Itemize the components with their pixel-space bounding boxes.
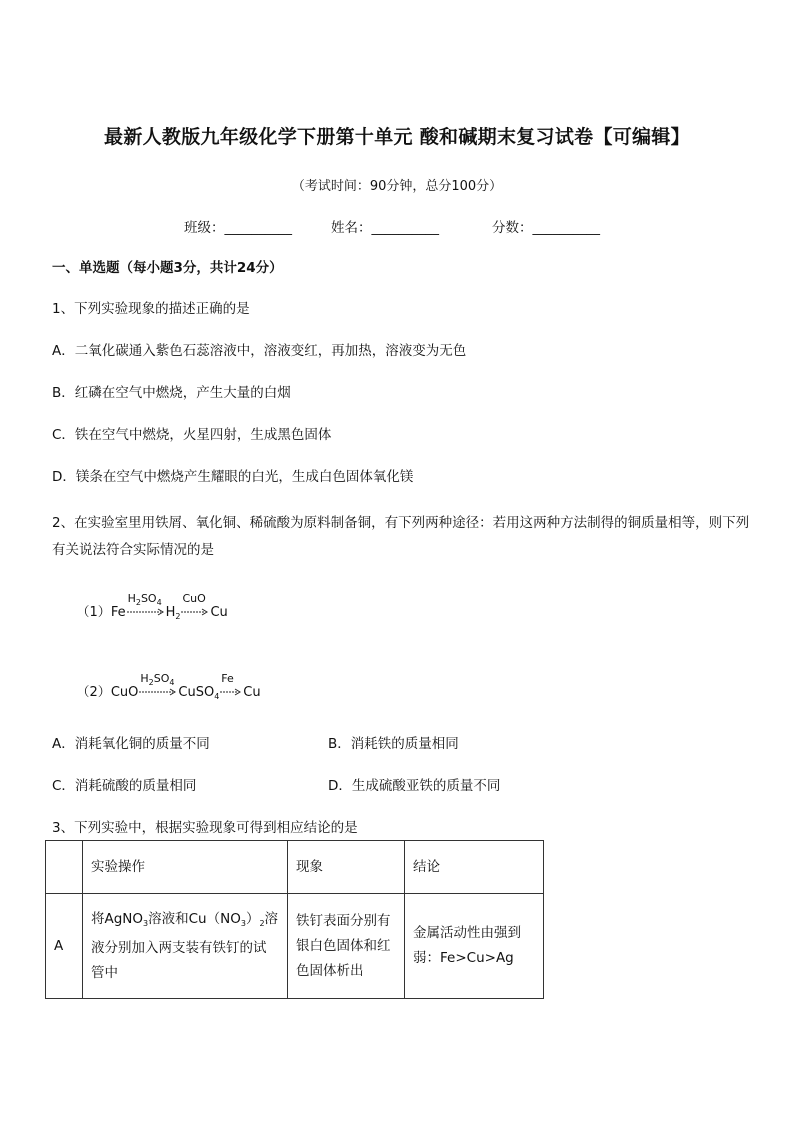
name-field[interactable]: 姓名：__________ bbox=[331, 220, 439, 236]
exam-subtitle: （考试时间：90分钟，总分100分） bbox=[291, 179, 503, 194]
route2-end: Cu bbox=[243, 685, 261, 700]
route1-mid: H bbox=[165, 605, 176, 620]
header-cell-operation: 实验操作 bbox=[83, 841, 288, 894]
route2-arrow-1: $H_2SO_4$ bbox=[138, 682, 178, 696]
q3-experiment-table bbox=[45, 840, 544, 999]
reaction-arrow-icon bbox=[219, 688, 243, 696]
q2-route-1: （1）Fe $H_2SO_4$ $H_2$ CuO Cu bbox=[76, 592, 228, 621]
q2-route-2: （2）CuO $H_2SO_4$ CuSO$_4$ Fe Cu bbox=[76, 672, 261, 701]
q2-stem: 2、在实验室里用铁屑、氧化铜、稀硫酸为原料制备铜，有下列两种途径：若用这两种方法制得的铜质量相等，则下列有关说法符合实际情况的是 bbox=[52, 515, 750, 558]
route1-start: Fe bbox=[110, 605, 126, 620]
route1-arrow-2: CuO bbox=[180, 602, 210, 616]
table-header-row bbox=[46, 841, 544, 894]
header-cell-conclusion: 结论 bbox=[405, 841, 544, 894]
route1-end: Cu bbox=[210, 605, 228, 620]
route2-prefix: （2） bbox=[76, 685, 111, 700]
score-field[interactable]: 分数：__________ bbox=[492, 220, 600, 236]
route2-arrow-2: Fe bbox=[219, 682, 243, 696]
q1-stem: 1、下列实验现象的描述正确的是 bbox=[52, 301, 250, 317]
q1-option-a[interactable]: A．二氧化碳通入紫色石蕊溶液中，溶液变红，再加热，溶液变为无色 bbox=[52, 343, 467, 359]
table-row[interactable] bbox=[46, 894, 544, 999]
exam-title: 最新人教版九年级化学下册第十单元 酸和碱期末复习试卷【可编辑】 bbox=[104, 126, 690, 148]
route2-start: CuO bbox=[110, 685, 139, 700]
row-operation: 将AgNO$_3$溶液和$Cu(NO_3)_2$溶液分别加入两支装有铁钉的试管中 bbox=[83, 894, 288, 999]
row-conclusion: 金属活动性由强到弱：Fe>Cu>Ag bbox=[405, 894, 544, 999]
q2-option-d[interactable]: D．生成硫酸亚铁的质量不同 bbox=[328, 778, 501, 794]
q2-option-a[interactable]: A．消耗氧化铜的质量不同 bbox=[52, 736, 210, 752]
q2-option-b[interactable]: B．消耗铁的质量相同 bbox=[328, 736, 459, 752]
route2-mid: CuSO bbox=[178, 685, 215, 700]
q1-option-d[interactable]: D．镁条在空气中燃烧产生耀眼的白光，生成白色固体氧化镁 bbox=[52, 469, 414, 485]
reaction-arrow-icon bbox=[180, 608, 210, 616]
row-phenomenon: 铁钉表面分别有银白色固体和红色固体析出 bbox=[288, 894, 405, 999]
reaction-arrow-icon bbox=[138, 688, 178, 696]
q1-option-b[interactable]: B．红磷在空气中燃烧，产生大量的白烟 bbox=[52, 385, 291, 401]
class-field[interactable]: 班级：__________ bbox=[184, 220, 292, 236]
q2-option-c[interactable]: C．消耗硫酸的质量相同 bbox=[52, 778, 197, 794]
row-label: A bbox=[46, 894, 83, 999]
q1-option-c[interactable]: C．铁在空气中燃烧，火星四射，生成黑色固体 bbox=[52, 427, 332, 443]
section-heading: 一、单选题（每小题3分，共计24分） bbox=[52, 260, 283, 276]
route1-arrow-1: $H_2SO_4$ bbox=[126, 602, 166, 616]
route1-prefix: （1） bbox=[76, 605, 111, 620]
header-cell-phenomenon: 现象 bbox=[288, 841, 405, 894]
header-cell-blank bbox=[46, 841, 83, 894]
q3-stem: 3、下列实验中，根据实验现象可得到相应结论的是 bbox=[52, 820, 358, 836]
reaction-arrow-icon bbox=[126, 608, 166, 616]
